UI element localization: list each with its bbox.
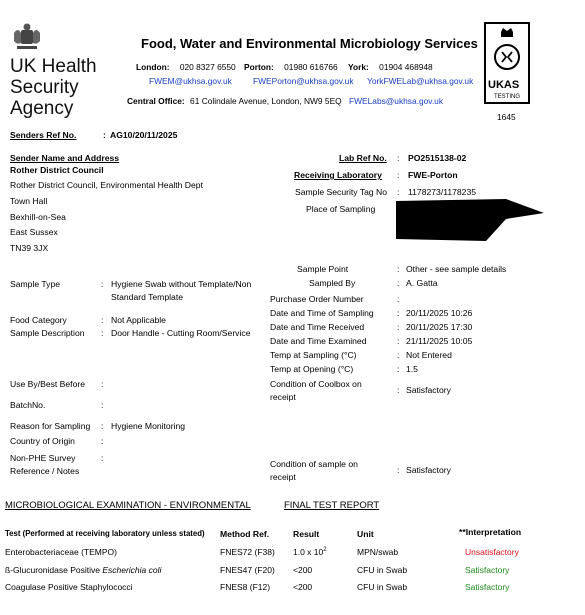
sample-description-label: Sample Description	[10, 328, 85, 338]
sampled-by-value: A. Gatta	[406, 278, 438, 288]
row-result: <200	[293, 565, 313, 575]
dt-examined-value: 21/11/2025 10:05	[406, 336, 473, 346]
colon: :	[397, 465, 400, 475]
coolbox-label-1: Condition of Coolbox on	[270, 379, 362, 389]
sample-point-value: Other - see sample details	[406, 264, 507, 274]
coolbox-label-2: receipt	[270, 392, 296, 402]
colon: :	[101, 279, 104, 289]
batch-label: BatchNo.	[10, 400, 46, 410]
york-email[interactable]: YorkFWELab@ukhsa.gov.uk	[367, 76, 474, 86]
org-line-3: Agency	[10, 98, 74, 119]
york-label: York:	[348, 62, 369, 72]
test-organism: Escherichia coli	[102, 565, 162, 575]
colon: :	[101, 379, 104, 389]
org-line-2: Security	[10, 77, 79, 98]
dt-sampling-value: 20/11/2025 10:26	[406, 308, 473, 318]
country-label: Country of Origin	[10, 436, 75, 446]
london-phone: 020 8327 6550	[179, 62, 236, 72]
senders-ref-value: AG10/20/11/2025	[110, 130, 178, 140]
ukas-label: UKAS	[488, 79, 520, 91]
food-category-label: Food Category	[10, 315, 67, 325]
porton-email[interactable]: FWEPorton@ukhsa.gov.uk	[253, 76, 354, 86]
colon: :	[101, 315, 104, 325]
survey-label-2: Reference / Notes	[10, 466, 80, 476]
temp-sampling-label: Temp at Sampling (°C)	[270, 350, 357, 360]
dt-received-value: 20/11/2025 17:30	[406, 322, 473, 332]
row-interpretation: Satisfactory	[465, 582, 510, 592]
condition-label-1: Condition of sample on	[270, 459, 358, 469]
th-unit: Unit	[357, 529, 374, 539]
central-office-address: 61 Colindale Avenue, London, NW9 5EQ	[190, 96, 342, 106]
sender-address-4: East Sussex	[10, 227, 58, 237]
sender-address-2: Town Hall	[10, 196, 48, 206]
colon: :	[101, 421, 104, 431]
sender-name: Rother District Council	[10, 165, 104, 175]
central-office-email[interactable]: FWELabs@ukhsa.gov.uk	[349, 96, 444, 106]
porton-phone: 01980 616766	[284, 62, 338, 72]
reason-value: Hygiene Monitoring	[111, 421, 186, 431]
sample-type-value-2: Standard Template	[111, 292, 183, 302]
place-of-sampling-label: Place of Sampling	[306, 204, 376, 214]
colon: :	[397, 170, 400, 180]
row-method: FNES47 (F20)	[220, 565, 275, 575]
london-label: London:	[136, 62, 170, 72]
result-exponent: 2	[323, 547, 327, 554]
dt-received-label: Date and Time Received	[270, 322, 365, 332]
york-phone: 01904 468948	[379, 62, 433, 72]
row-test: Enterobacteriaceae (TEMPO)	[5, 547, 117, 557]
survey-label-1: Non-PHE Survey	[10, 453, 76, 463]
colon: :	[101, 453, 104, 463]
row-method: FNES72 (F38)	[220, 547, 275, 557]
reason-label: Reason for Sampling	[10, 421, 91, 431]
organisation-name	[10, 56, 97, 119]
security-tag-label: Sample Security Tag No	[295, 187, 388, 197]
row-unit: MPN/swab	[357, 547, 399, 557]
dt-examined-label: Date and Time Examined	[270, 336, 367, 346]
colon: :	[101, 400, 104, 410]
receiving-lab-label: Receiving Laboratory	[294, 170, 382, 180]
row-interpretation: Unsatisfactory	[465, 547, 519, 557]
row-test	[5, 565, 161, 575]
row-unit: CFU in Swab	[357, 565, 408, 575]
redaction-block	[394, 197, 546, 242]
colon: :	[397, 385, 400, 395]
result-base: 1.0 x 10	[293, 547, 324, 557]
sample-type-label: Sample Type	[10, 279, 61, 289]
sample-point-label: Sample Point	[297, 264, 349, 274]
lab-ref-value: PO2515138-02	[408, 153, 467, 163]
colon: :	[101, 328, 104, 338]
th-test: Test (Performed at receiving laboratory unless stated)	[5, 529, 205, 538]
lab-ref-label: Lab Ref No.	[339, 153, 387, 163]
ukas-number: 1645	[497, 112, 516, 122]
test-prefix: ß-Glucuronidase Positive	[5, 565, 103, 575]
central-office-label: Central Office:	[127, 96, 185, 106]
report-title: FINAL TEST REPORT	[284, 500, 380, 511]
sample-description-value: Door Handle - Cutting Room/Service	[111, 328, 251, 338]
th-method: Method Ref.	[220, 529, 270, 539]
senders-ref-colon: :	[103, 130, 106, 140]
porton-label: Porton:	[244, 62, 274, 72]
temp-opening-value: 1.5	[406, 364, 418, 374]
colon: :	[397, 187, 400, 197]
row-unit: CFU in Swab	[357, 582, 408, 592]
condition-value: Satisfactory	[406, 465, 451, 475]
condition-label-2: receipt	[270, 472, 296, 482]
royal-crest-icon	[11, 21, 43, 53]
temp-opening-label: Temp at Opening (°C)	[270, 364, 354, 374]
th-result: Result	[293, 529, 320, 539]
colon: :	[397, 336, 400, 346]
coolbox-value: Satisfactory	[406, 385, 451, 395]
exam-title: MICROBIOLOGICAL EXAMINATION - ENVIRONMENTAL	[5, 500, 251, 511]
security-tag-value: 1178273/1178235	[408, 187, 477, 197]
colon: :	[397, 308, 400, 318]
colon: :	[397, 294, 400, 304]
colon: :	[397, 264, 400, 274]
row-result: <200	[293, 582, 313, 592]
colon: :	[397, 278, 400, 288]
sender-address-3: Bexhill-on-Sea	[10, 212, 66, 222]
colon: :	[397, 153, 400, 163]
row-method: FNES8 (F12)	[220, 582, 271, 592]
central-office-line	[127, 96, 443, 106]
ukas-sub-label: TESTING	[494, 94, 521, 100]
colon: :	[397, 364, 400, 374]
office-phone-line	[136, 62, 433, 72]
colon: :	[397, 350, 400, 360]
receiving-lab-value: FWE-Porton	[408, 170, 458, 180]
row-test: Coagulase Positive Staphylococci	[5, 582, 133, 592]
sampled-by-label: Sampled By	[309, 278, 356, 288]
th-interpretation: **Interpretation	[459, 527, 522, 537]
colon: :	[101, 436, 104, 446]
purchase-order-label: Purchase Order Number	[270, 294, 364, 304]
row-result	[293, 547, 327, 557]
temp-sampling-value: Not Entered	[406, 350, 452, 360]
colon: :	[397, 322, 400, 332]
senders-ref-label: Senders Ref No.	[10, 130, 77, 140]
use-by-label: Use By/Best Before	[10, 379, 85, 389]
sender-label: Sender Name and Address	[10, 153, 120, 163]
london-email[interactable]: FWEM@ukhsa.gov.uk	[149, 76, 232, 86]
dt-sampling-label: Date and Time of Sampling	[270, 308, 374, 318]
document-title: Food, Water and Environmental Microbiology Services	[141, 36, 478, 51]
org-line-1: UK Health	[10, 56, 97, 77]
sender-address-5: TN39 3JX	[10, 243, 49, 253]
food-category-value: Not Applicable	[111, 315, 166, 325]
sender-address-1: Rother District Council, Environmental Health Dept	[10, 180, 203, 190]
ukas-badge	[484, 22, 530, 104]
row-interpretation: Satisfactory	[465, 565, 510, 575]
ukas-crown-icon	[493, 28, 521, 76]
sample-type-value-1: Hygiene Swab without Template/Non	[111, 279, 252, 289]
